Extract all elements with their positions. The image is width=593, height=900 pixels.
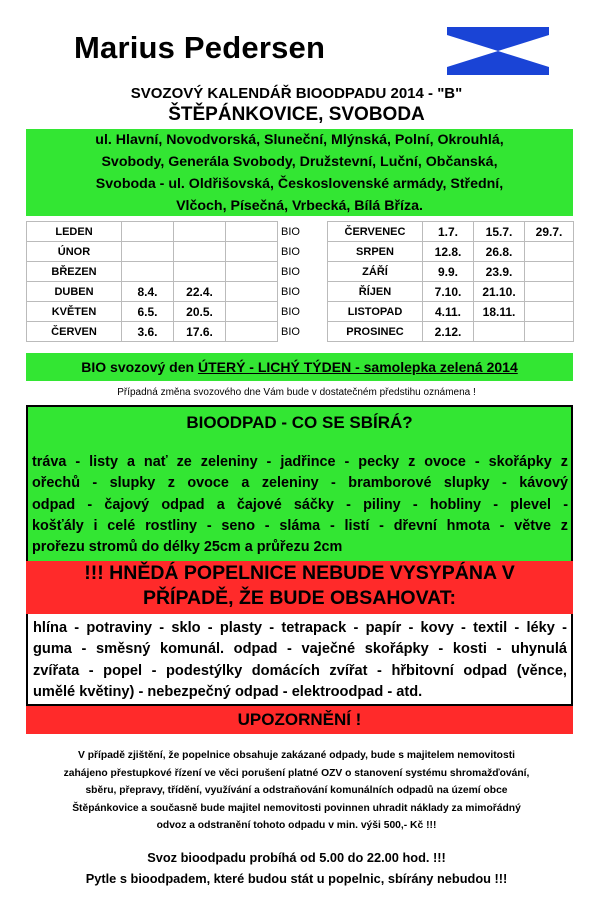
collection-date xyxy=(174,262,226,282)
collection-date: 1.7. xyxy=(423,222,474,242)
month-name: ČERVEN xyxy=(27,322,122,342)
calendar-row xyxy=(27,222,574,242)
forbidden-heading-line: PŘÍPADĚ, ŽE BUDE OBSAHOVAT: xyxy=(142,587,457,609)
location-title: ŠTĚPÁNKOVICE, SVOBODA xyxy=(168,104,425,125)
penalty-notice-line: Štěpánkovice a současně bude majitel nemovitosti povinnen uhradit náklady za mimořádný xyxy=(72,802,521,814)
penalty-notice-line: sběru, přepravy, třídění, využívání a odstraňování komunálních odpadů na území obce xyxy=(85,785,508,796)
collection-date: 8.4. xyxy=(122,282,174,302)
collection-date xyxy=(525,302,574,322)
calendar-row xyxy=(27,322,574,342)
streets-line: ul. Hlavní, Novodvorská, Sluneční, Mlýnská, Polní, Okrouhlá, xyxy=(95,132,504,148)
calendar-title: SVOZOVÝ KALENDÁŘ BIOODPADU 2014 - "B" xyxy=(130,85,463,102)
collection-date: 9.9. xyxy=(423,262,474,282)
month-name: LEDEN xyxy=(27,222,122,242)
collection-calendar-table xyxy=(26,221,574,342)
month-name: ČERVENEC xyxy=(328,222,423,242)
change-note: Případná změna svozového dne Vám bude v dostatečném předstihu oznámena ! xyxy=(117,387,476,398)
month-name: LISTOPAD xyxy=(328,302,423,322)
collection-hours-line: Pytle s bioodpadem, které budou stát u popelnic, sbírány nebudou !!! xyxy=(85,871,508,886)
collection-date xyxy=(174,242,226,262)
collection-date: 18.11. xyxy=(474,302,525,322)
collection-date: 6.5. xyxy=(122,302,174,322)
forbidden-items-line: umělé květiny) - nebezpečný odpad - elektroodpad - atd. xyxy=(33,684,423,701)
streets-line: Svoboda - ul. Oldřišovská, Československé armády, Střední, xyxy=(95,176,504,192)
waste-type: BIO xyxy=(278,302,328,322)
forbidden-items-line: hlína - potraviny - sklo - plasty - tetrapack - papír - kovy - textil - léky - xyxy=(33,620,567,636)
month-name: ÚNOR xyxy=(27,242,122,262)
calendar-row xyxy=(27,302,574,322)
collection-date xyxy=(474,322,525,342)
collected-items-line: ořechů - slupky z ovoce a zeleniny - bramborové slupky - kávový xyxy=(32,475,568,492)
collection-date xyxy=(226,222,278,242)
streets-line: Vlčoch, Písečná, Vrbecká, Bílá Bříza. xyxy=(176,198,423,214)
month-name: BŘEZEN xyxy=(27,262,122,282)
forbidden-heading-line: !!! HNĚDÁ POPELNICE NEBUDE VYSYPÁNA V xyxy=(84,562,515,584)
waste-type: BIO xyxy=(278,262,328,282)
penalty-notice xyxy=(0,747,593,835)
penalty-notice-line: zahájeno přestupkové řízení ve věci porušení platné OZV o stanovení systému shromažďování, xyxy=(63,767,530,779)
waste-type: BIO xyxy=(278,282,328,302)
collection-date: 29.7. xyxy=(525,222,574,242)
calendar-row xyxy=(27,282,574,302)
collection-date xyxy=(226,322,278,342)
collection-date xyxy=(226,242,278,262)
collection-date: 3.6. xyxy=(122,322,174,342)
collection-date xyxy=(122,262,174,282)
collection-date xyxy=(226,302,278,322)
forbidden-items-line: zvířata - popel - podestýlky domácích zvířat - hřbitovní odpad (věnce, xyxy=(33,662,567,679)
collection-day-banner xyxy=(26,353,573,381)
collected-items-heading: BIOODPAD - CO SE SBÍRÁ? xyxy=(186,413,413,432)
forbidden-items-line: guma - směsný komunál. odpad - vaječné skořápky - kosti - uhynulá xyxy=(33,641,567,658)
collected-items-line: odpad - čajový odpad a čajové sáčky - piliny - hobliny - plevel - xyxy=(32,496,568,513)
penalty-notice-line: odvoz a odstranění tohoto odpadu v min. výši 500,- Kč !!! xyxy=(156,820,437,831)
collection-date: 7.10. xyxy=(423,282,474,302)
warning-banner: UPOZORNĚNÍ ! xyxy=(26,706,573,734)
month-name: ŘÍJEN xyxy=(328,282,423,302)
collection-date: 17.6. xyxy=(174,322,226,342)
collected-items-line: prořezu stromů do délky 25cm a průřezu 2cm xyxy=(32,539,343,556)
month-name: KVĚTEN xyxy=(27,302,122,322)
collection-date: 21.10. xyxy=(474,282,525,302)
collection-date: 22.4. xyxy=(174,282,226,302)
waste-type: BIO xyxy=(278,222,328,242)
collection-date: 15.7. xyxy=(474,222,525,242)
waste-type: BIO xyxy=(278,322,328,342)
collection-date xyxy=(226,282,278,302)
penalty-notice-line: V případě zjištění, že popelnice obsahuje zakázané odpady, bude s majitelem nemovitosti xyxy=(78,750,515,761)
month-name: PROSINEC xyxy=(328,322,423,342)
collection-date xyxy=(122,222,174,242)
calendar-row xyxy=(27,242,574,262)
collection-date: 12.8. xyxy=(423,242,474,262)
collection-date: 23.9. xyxy=(474,262,525,282)
collection-date xyxy=(174,222,226,242)
collection-date xyxy=(525,242,574,262)
collection-date xyxy=(122,242,174,262)
forbidden-items-box xyxy=(26,614,573,706)
streets-line: Svobody, Generála Svobody, Družstevní, Luční, Občanská, xyxy=(101,154,498,170)
collected-items-line: košťály i celé rostliny - seno - sláma - listí - dřevní hmota - větve z xyxy=(32,517,568,534)
collection-hours xyxy=(0,847,593,889)
month-name: ZÁŘÍ xyxy=(328,262,423,282)
collected-items-line: tráva - listy a nať ze zeleniny - jadřince - pecky z ovoce - skořápky z xyxy=(32,454,568,470)
company-logo-text: Marius Pedersen xyxy=(74,30,326,65)
calendar-row xyxy=(27,262,574,282)
month-name: SRPEN xyxy=(328,242,423,262)
collection-hours-line: Svoz bioodpadu probíhá od 5.00 do 22.00 hod. !!! xyxy=(147,850,446,865)
forbidden-heading xyxy=(26,561,573,614)
company-flag-logo xyxy=(447,27,549,75)
collection-day-prefix: BIO svozový den xyxy=(81,359,198,375)
collection-date xyxy=(525,262,574,282)
collection-date: 2.12. xyxy=(423,322,474,342)
collection-date xyxy=(525,282,574,302)
forbidden-items-list xyxy=(33,618,567,704)
streets-list xyxy=(26,129,573,216)
collection-date: 26.8. xyxy=(474,242,525,262)
month-name: DUBEN xyxy=(27,282,122,302)
collected-items-box xyxy=(26,405,573,564)
waste-type: BIO xyxy=(278,242,328,262)
collection-date: 4.11. xyxy=(423,302,474,322)
collection-date xyxy=(226,262,278,282)
collected-items-list xyxy=(32,452,568,558)
collection-day-highlight: ÚTERÝ - LICHÝ TÝDEN - samolepka zelená 2014 xyxy=(197,359,518,375)
collection-date xyxy=(525,322,574,342)
collection-date: 20.5. xyxy=(174,302,226,322)
